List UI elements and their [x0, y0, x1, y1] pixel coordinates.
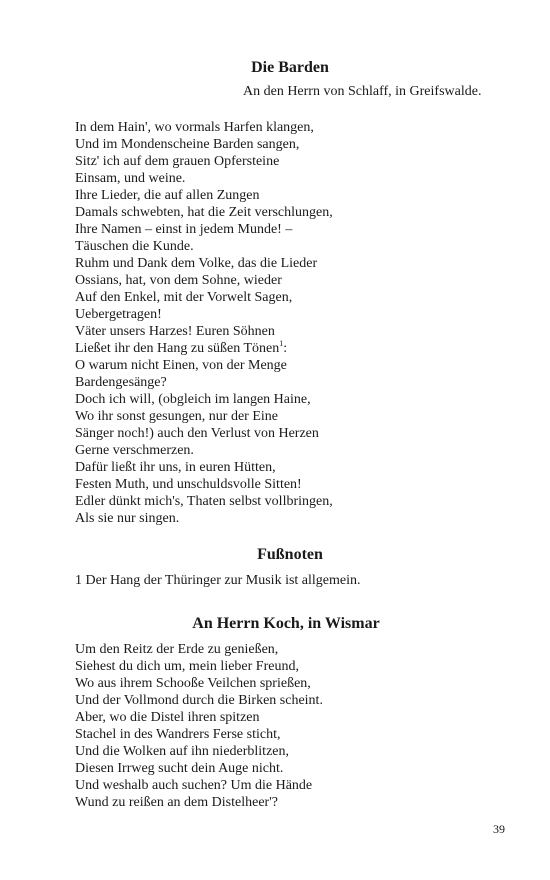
poem-an-herrn-koch-lines — [75, 641, 323, 811]
poem-line: Diesen Irrweg sucht dein Auge nicht. — [75, 761, 284, 776]
poem-line: Sitz' ich auf dem grauen Opfersteine — [75, 154, 280, 169]
poem-line: Wo ihr sonst gesungen, nur der Eine — [75, 409, 278, 424]
poem-line: Väter unsers Harzes! Euren Söhnen — [75, 324, 275, 339]
poem-line: Siehest du dich um, mein lieber Freund, — [75, 659, 299, 674]
poem-line: Wo aus ihrem Schooße Veilchen sprießen, — [75, 676, 311, 691]
poem-line: Bardengesänge? — [75, 375, 167, 390]
poem-line: Und der Vollmond durch die Birken scheint. — [75, 693, 323, 708]
poem-line: Dafür ließt ihr uns, in euren Hütten, — [75, 460, 276, 475]
footnote-text: 1 Der Hang der Thüringer zur Musik ist allgemein. — [75, 573, 361, 588]
poem-line: Um den Reitz der Erde zu genießen, — [75, 642, 279, 657]
poem-line: Doch ich will, (obgleich im langen Haine, — [75, 392, 311, 407]
poem-line: Als sie nur singen. — [75, 511, 180, 526]
poem-line: Stachel in des Wandrers Ferse sticht, — [75, 727, 281, 742]
poem-dedication: An den Herrn von Schlaff, in Greifswalde. — [243, 84, 482, 99]
poem-line: Und weshalb auch suchen? Um die Hände — [75, 778, 313, 793]
footnotes-heading: Fußnoten — [257, 546, 323, 563]
poem-line: Damals schwebten, hat die Zeit verschlungen, — [75, 205, 333, 220]
poem-line: Wund zu reißen an dem Distelheer'? — [75, 795, 278, 810]
poem-line: Und die Wolken auf ihn niederblitzen, — [75, 744, 289, 759]
poem-line: Ruhm und Dank dem Volke, das die Lieder — [75, 256, 318, 271]
poem-line: Edler dünkt mich's, Thaten selbst vollbringen, — [75, 494, 333, 509]
poem-die-barden-lines — [75, 119, 333, 527]
poem-line: Ihre Lieder, die auf allen Zungen — [75, 188, 260, 203]
poem-line: Uebergetragen! — [75, 307, 162, 322]
poem-line: Gerne verschmerzen. — [75, 443, 194, 458]
poem-title-die-barden: Die Barden — [251, 59, 329, 76]
page-number: 39 — [493, 822, 505, 836]
poem-line-text: Ließet ihr den Hang zu süßen Tönen — [75, 341, 280, 356]
poem-line-with-footnote — [75, 340, 333, 357]
poem-title-an-herrn-koch: An Herrn Koch, in Wismar — [192, 615, 380, 632]
footnote-reference[interactable]: 1 — [279, 339, 284, 348]
poem-line: Ossians, hat, von dem Sohne, wieder — [75, 273, 282, 288]
poem-line: Sänger noch!) auch den Verlust von Herzen — [75, 426, 319, 441]
poem-line: In dem Hain', wo vormals Harfen klangen, — [75, 120, 314, 135]
poem-line: Täuschen die Kunde. — [75, 239, 194, 254]
poem-line: Aber, wo die Distel ihren spitzen — [75, 710, 260, 725]
poem-line: Auf den Enkel, mit der Vorwelt Sagen, — [75, 290, 293, 305]
poem-line: Und im Mondenscheine Barden sangen, — [75, 137, 300, 152]
poem-line: Festen Muth, und unschuldsvolle Sitten! — [75, 477, 302, 492]
poem-line: Einsam, und weine. — [75, 171, 186, 186]
footnote-ref-suffix: : — [283, 341, 288, 356]
poem-line: O warum nicht Einen, von der Menge — [75, 358, 287, 373]
poem-line: Ihre Namen – einst in jedem Munde! – — [75, 222, 293, 237]
